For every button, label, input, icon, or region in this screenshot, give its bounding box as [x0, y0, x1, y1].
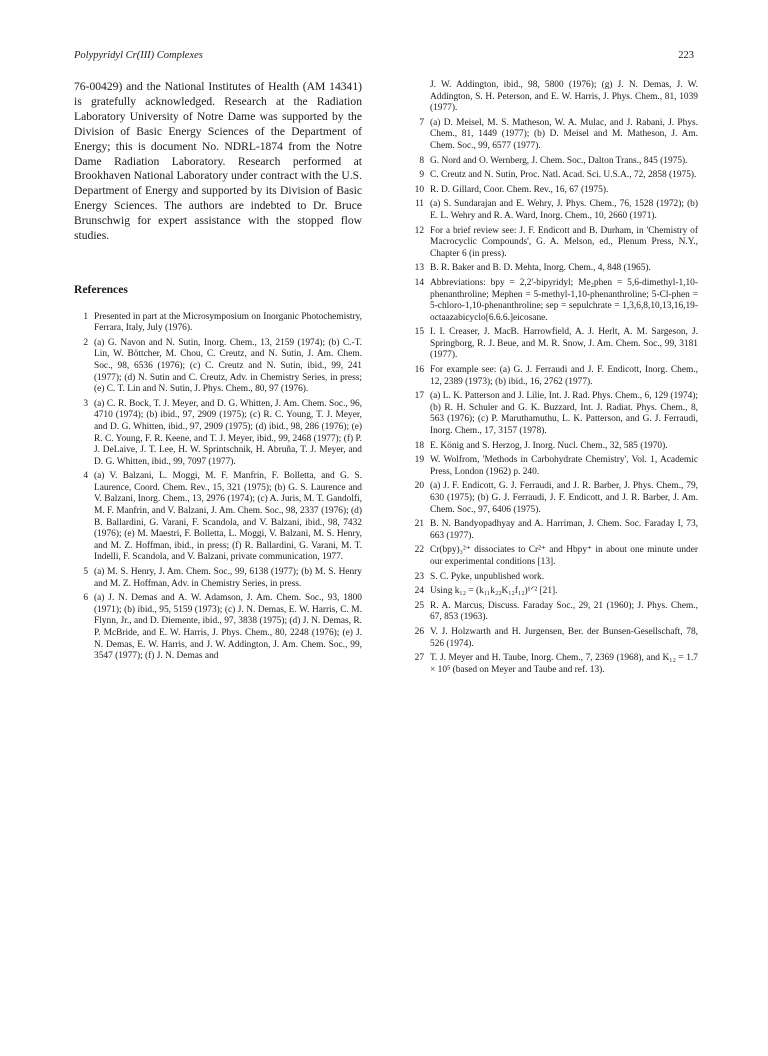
- reference-text: Cr(bpy)₃²⁺ dissociates to Cr²⁺ and Hbpy⁺ in about one minute under our experimental conditions [13].: [430, 545, 698, 567]
- reference-number: 7: [419, 117, 424, 128]
- reference-item: [410, 441, 698, 453]
- reference-item: [410, 586, 698, 598]
- reference-item: [410, 365, 698, 388]
- reference-number: 16: [414, 365, 424, 376]
- reference-number: 27: [414, 653, 424, 664]
- reference-number: 13: [414, 263, 424, 274]
- reference-number: 1: [83, 311, 88, 322]
- reference-text: (a) S. Sundarajan and E. Wehry, J. Phys. Chem., 76, 1528 (1972); (b) E. L. Wehry and R. A. Ward, Inorg. Chem., 10, 2660 (1971).: [430, 199, 698, 221]
- reference-number: 26: [414, 626, 424, 637]
- reference-item: [410, 572, 698, 584]
- reference-item: [410, 653, 698, 676]
- reference-number: 10: [414, 184, 424, 195]
- reference-item: [410, 545, 698, 568]
- reference-text: (a) C. R. Bock, T. J. Meyer, and D. G. Whitten, J. Am. Chem. Soc., 96, 4710 (1974); (b) ibid., 97, 2909 (1975); (c) R. C. Young, T. J. Meyer, and D. G. Whitten, ibid., 97, 2909 (1975); (d) ibid., 98, 286 (1976); (e) R. C. Young, F. R. Keene, and T. J. Meyer, ibid., 99, 2468 (1977); (f) P. J. DeLaive, J. T. Lee, H. W. Sprintschnik, H. Abruña, T. J. Meyer, and D. G. Whitten, ibid., 99, 7097 (1977).: [94, 398, 362, 467]
- reference-number: 19: [414, 455, 424, 466]
- reference-item: [74, 312, 362, 335]
- reference-item: [410, 455, 698, 478]
- reference-number: 9: [419, 170, 424, 181]
- reference-number: 11: [414, 199, 424, 210]
- reference-number: 22: [414, 545, 424, 556]
- reference-item: [410, 519, 698, 542]
- reference-number: 25: [414, 600, 424, 611]
- reference-text: (a) L. K. Patterson and J. Lilie, Int. J. Rad. Phys. Chem., 6, 129 (1974); (b) R. H. Schuler and G. K. Buzzard, Int. J. Radiat. Phys. Chem., 8, 563 (1976); (c) P. Maruthamuthu, L. K. Patterson, and G. J. Ferraudi, Inorg. Chem., 17, 3157 (1978).: [430, 391, 698, 437]
- reference-item: [410, 226, 698, 261]
- reference-number: 17: [414, 391, 424, 402]
- reference-item: [410, 601, 698, 624]
- running-title: Polypyridyl Cr(III) Complexes: [74, 50, 203, 61]
- reference-item: [410, 481, 698, 516]
- reference-number: 14: [414, 277, 424, 288]
- reference-item: [74, 399, 362, 469]
- reference-text: For example see: (a) G. J. Ferraudi and J. F. Endicott, Inorg. Chem., 12, 2389 (1973); (b) ibid., 16, 2762 (1977).: [430, 365, 698, 387]
- reference-item: [410, 170, 698, 182]
- running-header: [74, 50, 694, 66]
- reference-text: (a) V. Balzani, L. Moggi, M. F. Manfrin, F. Bolletta, and G. S. Laurence, Coord. Chem. Rev., 15, 321 (1975); (b) G. S. Laurence and V. Balzani, Inorg. Chem., 13, 2976 (1974); (c) A. Juris, M. T. Gandolfi, M. F. Manfrin, and V. Balzani, J. Am. Chem. Soc., 98, 2337 (1976); (d) B. Ballardini, G. Varani, F. Scandola, and V. Balzani, ibid., 98, 7432 (1976); (e) M. Maestri, F. Bolletta, L. Moggi, V. Balzani, M. S. Henry, and M. Z. Hoffman, ibid., in press; (f) R. Ballardini, G. Varani, M. T. Indelli, F. Scandola, and V. Balzani, private communication, 1977.: [94, 471, 362, 563]
- reference-number: 6: [83, 593, 88, 604]
- reference-list-right: [410, 80, 698, 676]
- acknowledgement-paragraph: 76-00429) and the National Institutes of Health (AM 14341) is gratefully acknowledged. Research at the Radiation Laboratory University of Notre Dame was supported by the Division of Basic Energy Sciences of the Department of Energy; this is document No. NDRL-1874 from the Notre Dame Radiation Laboratory. Research performed at Brookhaven National Laboratory under contract with the U.S. Department of Energy and supported by its Division of Basic Energy Sciences. The authors are indebted to Dr. Bruce Brunschwig for expert assistance with the stopped flow studies.: [74, 80, 362, 243]
- reference-item: [410, 263, 698, 275]
- reference-item: [410, 185, 698, 197]
- reference-text: Presented in part at the Microsymposium on Inorganic Photochemistry, Ferrara, Italy, July (1976).: [94, 311, 362, 334]
- reference-item: [410, 278, 698, 324]
- reference-item: [74, 471, 362, 564]
- reference-text: T. J. Meyer and H. Taube, Inorg. Chem., 7, 2369 (1968), and K₁₂ = 1.7 × 10⁵ (based on Meyer and Taube and ref. 13).: [430, 653, 698, 675]
- reference-number: 3: [83, 398, 88, 409]
- reference-item: [410, 199, 698, 222]
- reference-number: 12: [414, 225, 424, 236]
- reference-item: [74, 593, 362, 663]
- reference-number: 21: [414, 519, 424, 530]
- reference-number: 15: [414, 327, 424, 338]
- left-column: [74, 80, 362, 666]
- reference-text: (a) J. F. Endicott, G. J. Ferraudi, and J. R. Barber, J. Phys. Chem., 79, 630 (1975); (b) G. J. Ferraudi, J. F. Endicott, and J. R. Barber, J. Am. Chem. Soc., 97, 6406 (1975).: [430, 481, 698, 515]
- reference-text: R. D. Gillard, Coor. Chem. Rev., 16, 67 (1975).: [430, 184, 609, 195]
- reference-item: [410, 80, 698, 115]
- reference-number: 4: [83, 471, 88, 482]
- reference-number: 5: [83, 567, 88, 578]
- reference-item: [410, 327, 698, 362]
- reference-item: [410, 118, 698, 153]
- reference-number: 23: [414, 571, 424, 582]
- reference-text: R. A. Marcus, Discuss. Faraday Soc., 29, 21 (1960); J. Phys. Chem., 67, 853 (1963).: [430, 600, 698, 623]
- reference-number: 2: [83, 337, 88, 348]
- right-column: [410, 80, 698, 679]
- reference-text: E. König and S. Herzog, J. Inorg. Nucl. Chem., 32, 585 (1970).: [430, 440, 668, 451]
- reference-text: Abbreviations: bpy = 2,2'-bipyridyl; Me₂phen = 5,6-dimethyl-1,10-phenanthroline; Mephen = 5-methyl-1,10-phenanthroline; 5-Cl-phen = 5-chloro-1,10-phenanthroline; sep = sepulchrate = 1,3,6,8,10,13,16,19-octaazabicyclo[6.6.6.]eicosane.: [430, 277, 698, 323]
- reference-text: W. Wolfrom, 'Methods in Carbohydrate Chemistry', Vol. 1, Academic Press, London (1962) p. 240.: [430, 455, 698, 477]
- reference-text: J. W. Addington, ibid., 98, 5800 (1976); (g) J. N. Demas, J. W. Addington, S. H. Peterson, and E. W. Harris, J. Phys. Chem., 81, 1039 (1977).: [430, 80, 698, 114]
- reference-text: (a) M. S. Henry, J. Am. Chem. Soc., 99, 6138 (1977); (b) M. S. Henry and M. Z. Hoffman, Adv. in Chemistry Series, in press.: [94, 567, 362, 589]
- reference-item: [74, 338, 362, 396]
- reference-text: (a) G. Navon and N. Sutin, Inorg. Chem., 13, 2159 (1974); (b) C.-T. Lin, W. Böttcher, M. Chou, C. Creutz, and N. Sutin, J. Am. Chem. Soc., 98, 6536 (1976); (c) C. Creutz and N. Sutin, ibid., 99, 241 (1977); (d) N. Sutin and C. Creutz, Adv. in Chemistry Series, in press; (e) C. T. Lin and N. Sutin, J. Phys. Chem., 80, 97 (1976).: [94, 337, 362, 395]
- reference-text: C. Creutz and N. Sutin, Proc. Natl. Acad. Sci. U.S.A., 72, 2858 (1975).: [430, 170, 697, 181]
- reference-item: [410, 391, 698, 437]
- reference-number: 24: [414, 586, 424, 597]
- reference-number: 18: [414, 440, 424, 451]
- reference-text: S. C. Pyke, unpublished work.: [430, 571, 545, 582]
- reference-text: V. J. Holzwarth and H. Jurgensen, Ber. der Bunsen-Gesellschaft, 78, 526 (1974).: [430, 626, 698, 649]
- reference-text: B. N. Bandyopadhyay and A. Harriman, J. Chem. Soc. Faraday I, 73, 663 (1977).: [430, 519, 698, 541]
- reference-number: 8: [419, 155, 424, 166]
- page-number: 223: [678, 50, 694, 61]
- reference-text: Using k₁₂ = (k₁₁k₂₂K₁₂f₁₂)¹ᐟ² [21].: [430, 586, 558, 597]
- references-heading: References: [74, 282, 128, 296]
- reference-item: [74, 567, 362, 590]
- reference-text: (a) D. Meisel, M. S. Matheson, W. A. Mulac, and J. Rabani, J. Phys. Chem., 81, 1449 (1977); (b) D. Meisel and M. Matheson, J. Am. Chem. Soc., 99, 6577 (1977).: [430, 117, 698, 151]
- reference-list-left: [74, 312, 362, 663]
- reference-text: G. Nord and O. Wernberg, J. Chem. Soc., Dalton Trans., 845 (1975).: [430, 155, 688, 166]
- reference-text: B. R. Baker and B. D. Mehta, Inorg. Chem., 4, 848 (1965).: [430, 263, 651, 274]
- reference-text: (a) J. N. Demas and A. W. Adamson, J. Am. Chem. Soc., 93, 1800 (1971); (b) ibid., 95, 5159 (1973); (c) J. N. Demas, E. W. Harris, C. M. Flynn, Jr., and D. Diemente, ibid., 97, 3838 (1975); (d) J. N. Demas, R. P. McBride, and E. W. Harris, J. Phys. Chem., 80, 2248 (1976); (e) J. N. Demas, E. W. Harris, and J. W. Addington, J. Am. Chem. Soc., 99, 3547 (1977); (f) J. N. Demas and: [94, 593, 362, 662]
- reference-item: [410, 627, 698, 650]
- reference-text: For a brief review see: J. F. Endicott and B. Durham, in 'Chemistry of Macrocyclic Compounds', G. A. Melson, ed., Plenum Press, N.Y., Chapter 6 (in press).: [430, 225, 698, 259]
- reference-text: I. I. Creaser, J. MacB. Harrowfield, A. J. Herlt, A. M. Sargeson, J. Springborg, R. J. Beue, and M. R. Snow, J. Am. Chem. Soc., 99, 3181 (1977).: [430, 327, 698, 361]
- reference-number: 20: [414, 481, 424, 492]
- reference-item: [410, 156, 698, 168]
